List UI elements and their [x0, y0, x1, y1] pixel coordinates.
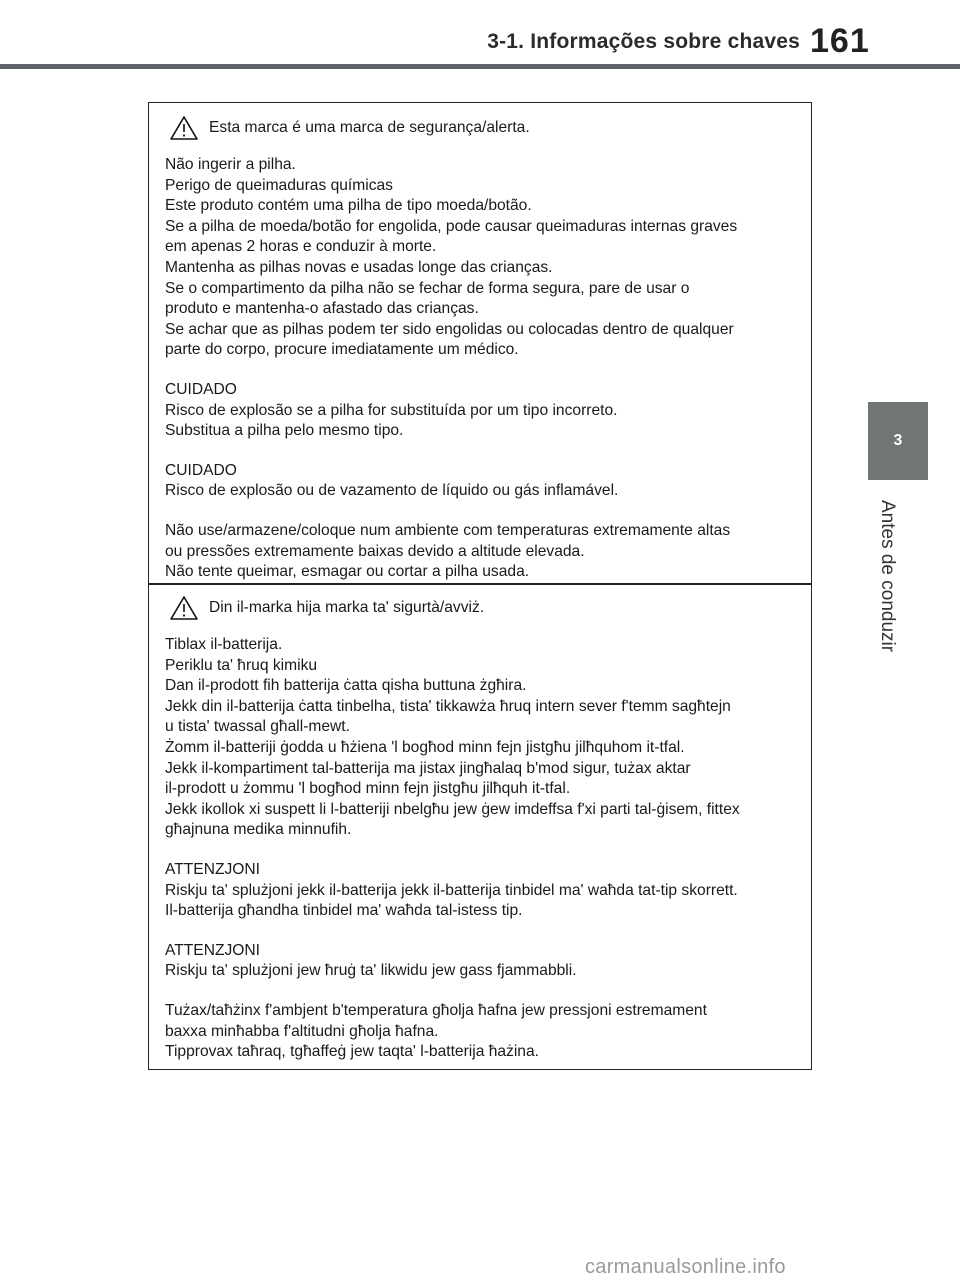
warning-triangle-icon: [169, 595, 199, 621]
text-line: Żomm il-batteriji ġodda u ħżiena 'l bogħod minn fejn jistgħu jilħquhom it-tfal.: [165, 738, 685, 756]
text-line: Se a pilha de moeda/botão for engolida, pode causar queimaduras internas graves: [165, 217, 738, 235]
paragraph: [165, 380, 805, 442]
text-line: Dan il-prodott fih batterija ċatta qisha buttuna żgħira.: [165, 677, 527, 695]
section-divider: [149, 583, 811, 585]
paragraph-list: [165, 155, 805, 583]
text-line: Substitua a pilha pelo mesmo tipo.: [165, 422, 404, 440]
paragraph-list: [165, 635, 805, 1063]
text-line: Tipprovax taħraq, tgħaffeġ jew taqta' l-batterija ħażina.: [165, 1043, 539, 1061]
text-line: Mantenha as pilhas novas e usadas longe das crianças.: [165, 258, 553, 276]
text-line: il-prodott u żommu 'l bogħod minn fejn jistgħu jilħquh it-tfal.: [165, 780, 571, 798]
chapter-number: 3: [893, 432, 903, 449]
paragraph: [165, 941, 805, 982]
section-title: 3-1. Informações sobre chaves: [487, 30, 800, 53]
text-line: Jekk il-kompartiment tal-batterija ma jistax jingħalaq b'mod sigur, tużax aktar: [165, 759, 691, 777]
paragraph: [165, 461, 805, 502]
text-line: CUIDADO: [165, 380, 237, 398]
text-line: Riskju ta' splużjoni jekk il-batterija jekk il-batterija tinbidel ma' waħda tat-tip skorrett.: [165, 881, 738, 899]
text-line: għajnuna medika minnufih.: [165, 821, 352, 839]
text-line: Se o compartimento da pilha não se fechar de forma segura, pare de usar o: [165, 279, 690, 297]
portuguese-section: [165, 115, 805, 602]
heading-text: Esta marca é uma marca de segurança/alerta.: [209, 118, 530, 136]
heading-text: Din il-marka hija marka ta' sigurtà/avviż.: [209, 598, 485, 616]
chapter-tab[interactable]: [868, 402, 928, 480]
text-line: CUIDADO: [165, 461, 237, 479]
paragraph: [165, 1001, 805, 1063]
maltese-section: [165, 595, 805, 1082]
paragraph: [165, 860, 805, 922]
text-line: u tista' twassal għall-mewt.: [165, 718, 350, 736]
text-line: Tużax/taħżinx f'ambjent b'temperatura għolja ħafna jew pressjoni estremament: [165, 1001, 707, 1019]
text-line: Jekk din il-batterija ċatta tinbelha, tista' tikkawża ħruq intern sever f'temm sagħtejn: [165, 697, 731, 715]
text-line: Riskju ta' splużjoni jew ħruġ ta' likwidu jew gass fjammabbli.: [165, 962, 577, 980]
text-line: produto e mantenha-o afastado das crianças.: [165, 300, 479, 318]
watermark: carmanualsonline.info: [585, 1256, 786, 1278]
text-line: Tiblax il-batterija.: [165, 636, 283, 653]
chapter-label: Antes de conduzir: [877, 500, 898, 653]
text-line: Il-batterija għandha tinbidel ma' waħda tal-istess tip.: [165, 902, 523, 920]
header-rule: [0, 64, 960, 69]
text-line: Perigo de queimaduras químicas: [165, 176, 393, 194]
warning-heading: [169, 595, 805, 621]
text-line: Não use/armazene/coloque num ambiente com temperaturas extremamente altas: [165, 521, 731, 539]
text-line: Risco de explosão ou de vazamento de líquido ou gás inflamável.: [165, 482, 619, 500]
text-line: em apenas 2 horas e conduzir à morte.: [165, 238, 437, 256]
paragraph: [165, 521, 805, 583]
paragraph: [165, 155, 805, 361]
text-line: Periklu ta' ħruq kimiku: [165, 656, 318, 674]
text-line: ATTENZJONI: [165, 860, 261, 878]
text-line: ATTENZJONI: [165, 941, 261, 959]
text-line: baxxa minħabba f'altitudni għolja ħafna.: [165, 1022, 439, 1040]
text-line: Este produto contém uma pilha de tipo moeda/botão.: [165, 197, 532, 215]
text-line: Jekk ikollok xi suspett li l-batteriji nbelgħu jew ġew imdeffsa f'xi parti tal-ġisem, fittex: [165, 800, 740, 818]
text-line: ou pressões extremamente baixas devido a altitude elevada.: [165, 542, 585, 560]
text-line: Risco de explosão se a pilha for substituída por um tipo incorreto.: [165, 401, 618, 419]
text-line: parte do corpo, procure imediatamente um médico.: [165, 341, 519, 359]
text-line: Não ingerir a pilha.: [165, 156, 296, 173]
text-line: Se achar que as pilhas podem ter sido engolidas ou colocadas dentro de qualquer: [165, 320, 734, 338]
paragraph: [165, 635, 805, 841]
page-number: 161: [810, 22, 870, 60]
text-line: Não tente queimar, esmagar ou cortar a pilha usada.: [165, 563, 530, 581]
warning-triangle-icon: [169, 115, 199, 141]
warning-box: [148, 102, 812, 1070]
warning-heading: [169, 115, 805, 141]
